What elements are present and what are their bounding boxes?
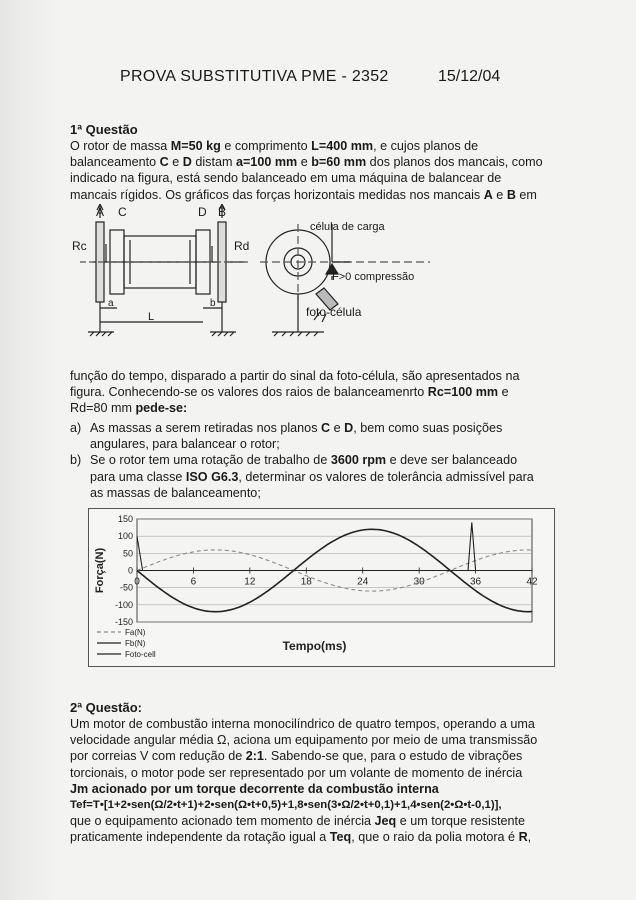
exam-title: PROVA SUBSTITUTIVA PME - 2352 — [120, 68, 389, 85]
bold-term: M=50 kg — [170, 139, 221, 153]
bold-term: 3600 rpm — [330, 453, 387, 468]
text-run: , determinar os valores de tolerância admissível para — [238, 469, 534, 484]
text-run: e — [492, 187, 507, 202]
bold-term: ISO G6.3 — [185, 469, 239, 484]
text-run: praticamente independente da rotação igual a — [70, 830, 330, 845]
bold-term: L=400 mm — [311, 139, 374, 153]
text-run: distam — [191, 155, 236, 170]
scan-shadow — [0, 0, 60, 900]
text-line — [70, 765, 570, 781]
text-run: , bem como suas posições — [353, 421, 503, 435]
question-1-after — [70, 368, 570, 417]
bold-term: B — [506, 187, 516, 202]
x-tick-label: 30 — [413, 576, 425, 588]
bold-term: Jeq — [374, 814, 397, 829]
text-line — [90, 469, 570, 485]
text-line — [70, 829, 570, 845]
y-tick-label: -50 — [119, 582, 133, 593]
text-run: que o equipamento acionado tem momento de inércia — [70, 814, 375, 829]
label-a-bearing: A — [96, 205, 105, 219]
text-run: balanceamento — [70, 155, 160, 170]
text-run: torcionais, o motor pode ser representado por um volante de momento de inércia — [70, 765, 523, 780]
bold-term: A — [483, 187, 493, 202]
x-tick-label: 36 — [470, 576, 482, 588]
force-chart — [88, 508, 555, 667]
text-run: dos planos dos mancais, como — [366, 155, 543, 170]
text-line — [70, 748, 570, 764]
x-tick-label: 6 — [190, 576, 197, 588]
bold-term: 2:1 — [245, 749, 264, 764]
text-line — [70, 138, 570, 154]
text-run: velocidade angular média Ω, aciona um equipamento por meio de uma transmissão — [70, 733, 538, 748]
text-line — [70, 716, 570, 732]
label-compression: F>0 compressão — [332, 271, 415, 283]
text-run: Se o rotor tem uma rotação de trabalho de — [90, 453, 331, 468]
x-tick-label: 12 — [244, 576, 256, 588]
item-text — [90, 420, 570, 452]
text-run: indicado na figura, está sendo balanceado em uma máquina de balancear de — [70, 171, 502, 186]
label-rc: Rc — [72, 239, 87, 253]
x-tick-label: 24 — [357, 576, 369, 588]
text-run: e — [168, 155, 183, 170]
text-run: Rd=80 mm — [70, 401, 132, 416]
x-tick-label: 18 — [300, 576, 312, 588]
x-tick-label: 0 — [134, 576, 140, 588]
text-run: , e cujos planos de — [373, 139, 479, 153]
label-dim-l: L — [148, 311, 155, 323]
text-run: e um torque resistente — [396, 814, 526, 829]
label-load-cell: célula de carga — [310, 221, 385, 233]
text-line — [70, 187, 570, 203]
y-axis-label: Força(N) — [94, 547, 106, 594]
text-run: figura. Conhecendo-se os valores dos raios de balanceamenrto — [70, 385, 428, 400]
label-b-bearing: B — [218, 205, 227, 219]
item-label: a) — [70, 421, 82, 435]
question-2-text — [70, 716, 570, 846]
label-rd: Rd — [234, 239, 250, 253]
text-line — [70, 813, 570, 829]
text-run: As massas a serem retiradas nos planos — [90, 421, 321, 435]
text-line — [70, 170, 570, 186]
bold-term: Teq — [329, 830, 352, 845]
legend-label: Foto-cell — [125, 650, 156, 659]
text-line — [70, 384, 570, 400]
y-tick-label: 50 — [122, 548, 133, 559]
question-item — [70, 452, 570, 501]
exam-date: 15/12/04 — [438, 68, 501, 85]
bold-term: pede-se: — [131, 401, 188, 416]
text-run: função do tempo, disparado a partir do sinal da foto-célula, são apresentados na — [70, 369, 520, 383]
bold-term: C — [321, 421, 331, 435]
text-line — [90, 436, 570, 452]
text-run: mancais rígidos. Os gráficos das forças horizontais medidas nos mancais — [70, 187, 484, 202]
y-tick-label: 150 — [117, 514, 133, 524]
label-d-plane: D — [198, 205, 207, 219]
label-c-plane: C — [118, 205, 127, 219]
text-line — [70, 781, 570, 797]
text-line — [70, 732, 570, 748]
rotor-figure — [70, 204, 540, 344]
text-line — [70, 400, 570, 416]
text-run: . Sabendo-se que, para o estudo de vibrações — [263, 749, 523, 764]
bold-term: D — [182, 155, 192, 170]
text-run: e comprimento — [220, 139, 312, 153]
label-dim-a: a — [108, 298, 114, 309]
bold-term: C — [159, 155, 169, 170]
y-tick-label: -150 — [114, 617, 133, 627]
text-line — [90, 452, 570, 468]
text-run: angulares, para balancear o rotor; — [90, 437, 280, 452]
text-run: Jm — [70, 781, 89, 796]
text-run: as massas de balanceamento; — [90, 485, 261, 500]
legend-label: Fb(N) — [125, 639, 146, 648]
label-dim-b: b — [210, 298, 216, 309]
text-run: e — [297, 155, 312, 170]
text-line — [90, 420, 570, 436]
label-photocell: foto-célula — [306, 305, 362, 319]
question-1-intro — [70, 138, 570, 203]
bold-term: acionado por um torque decorrente da combustão interna — [88, 781, 439, 796]
text-run: e deve ser balanceado — [386, 453, 518, 468]
x-axis-label: Tempo(ms) — [282, 639, 347, 653]
question-1-items — [70, 420, 570, 501]
text-line — [70, 368, 570, 384]
bold-term: b=60 mm — [311, 155, 367, 170]
question-1-heading: 1ª Questão — [70, 122, 138, 137]
chart-svg — [89, 509, 554, 666]
bold-term: D — [344, 421, 354, 435]
item-text — [90, 452, 570, 501]
y-tick-label: -100 — [114, 599, 133, 610]
text-line — [90, 485, 570, 501]
text-run: e — [498, 385, 509, 400]
text-run: por correias V com redução de — [70, 749, 246, 764]
text-line — [70, 797, 570, 813]
text-run: Um motor de combustão interna monocilíndrico de quatro tempos, operando a uma — [70, 717, 535, 731]
question-2-heading: 2ª Questão: — [70, 700, 142, 715]
bold-term: a=100 mm — [235, 155, 298, 170]
y-tick-label: 0 — [127, 565, 133, 576]
text-run: O rotor de massa — [70, 139, 171, 153]
bold-term: R — [518, 830, 528, 845]
y-tick-label: 100 — [117, 531, 133, 542]
text-run: , — [527, 830, 532, 845]
question-item — [70, 420, 570, 452]
text-run: para uma classe — [90, 469, 186, 484]
bold-term: Rc=100 mm — [427, 385, 499, 400]
text-run: , que o raio da polia motora é — [351, 830, 519, 845]
x-tick-label: 42 — [526, 576, 538, 588]
legend-label: Fa(N) — [125, 628, 146, 637]
text-run: e — [330, 421, 345, 435]
text-line — [70, 154, 570, 170]
text-run: em — [515, 187, 537, 202]
item-label: b) — [70, 453, 82, 468]
text-run: Tef=T•[1+2•sen(Ω/2•t+1)+2•sen(Ω•t+0,5)+1,8•sen(3•Ω/2•t+0,1)+1,4•sen(2•Ω•t-0,1)], — [70, 799, 502, 812]
